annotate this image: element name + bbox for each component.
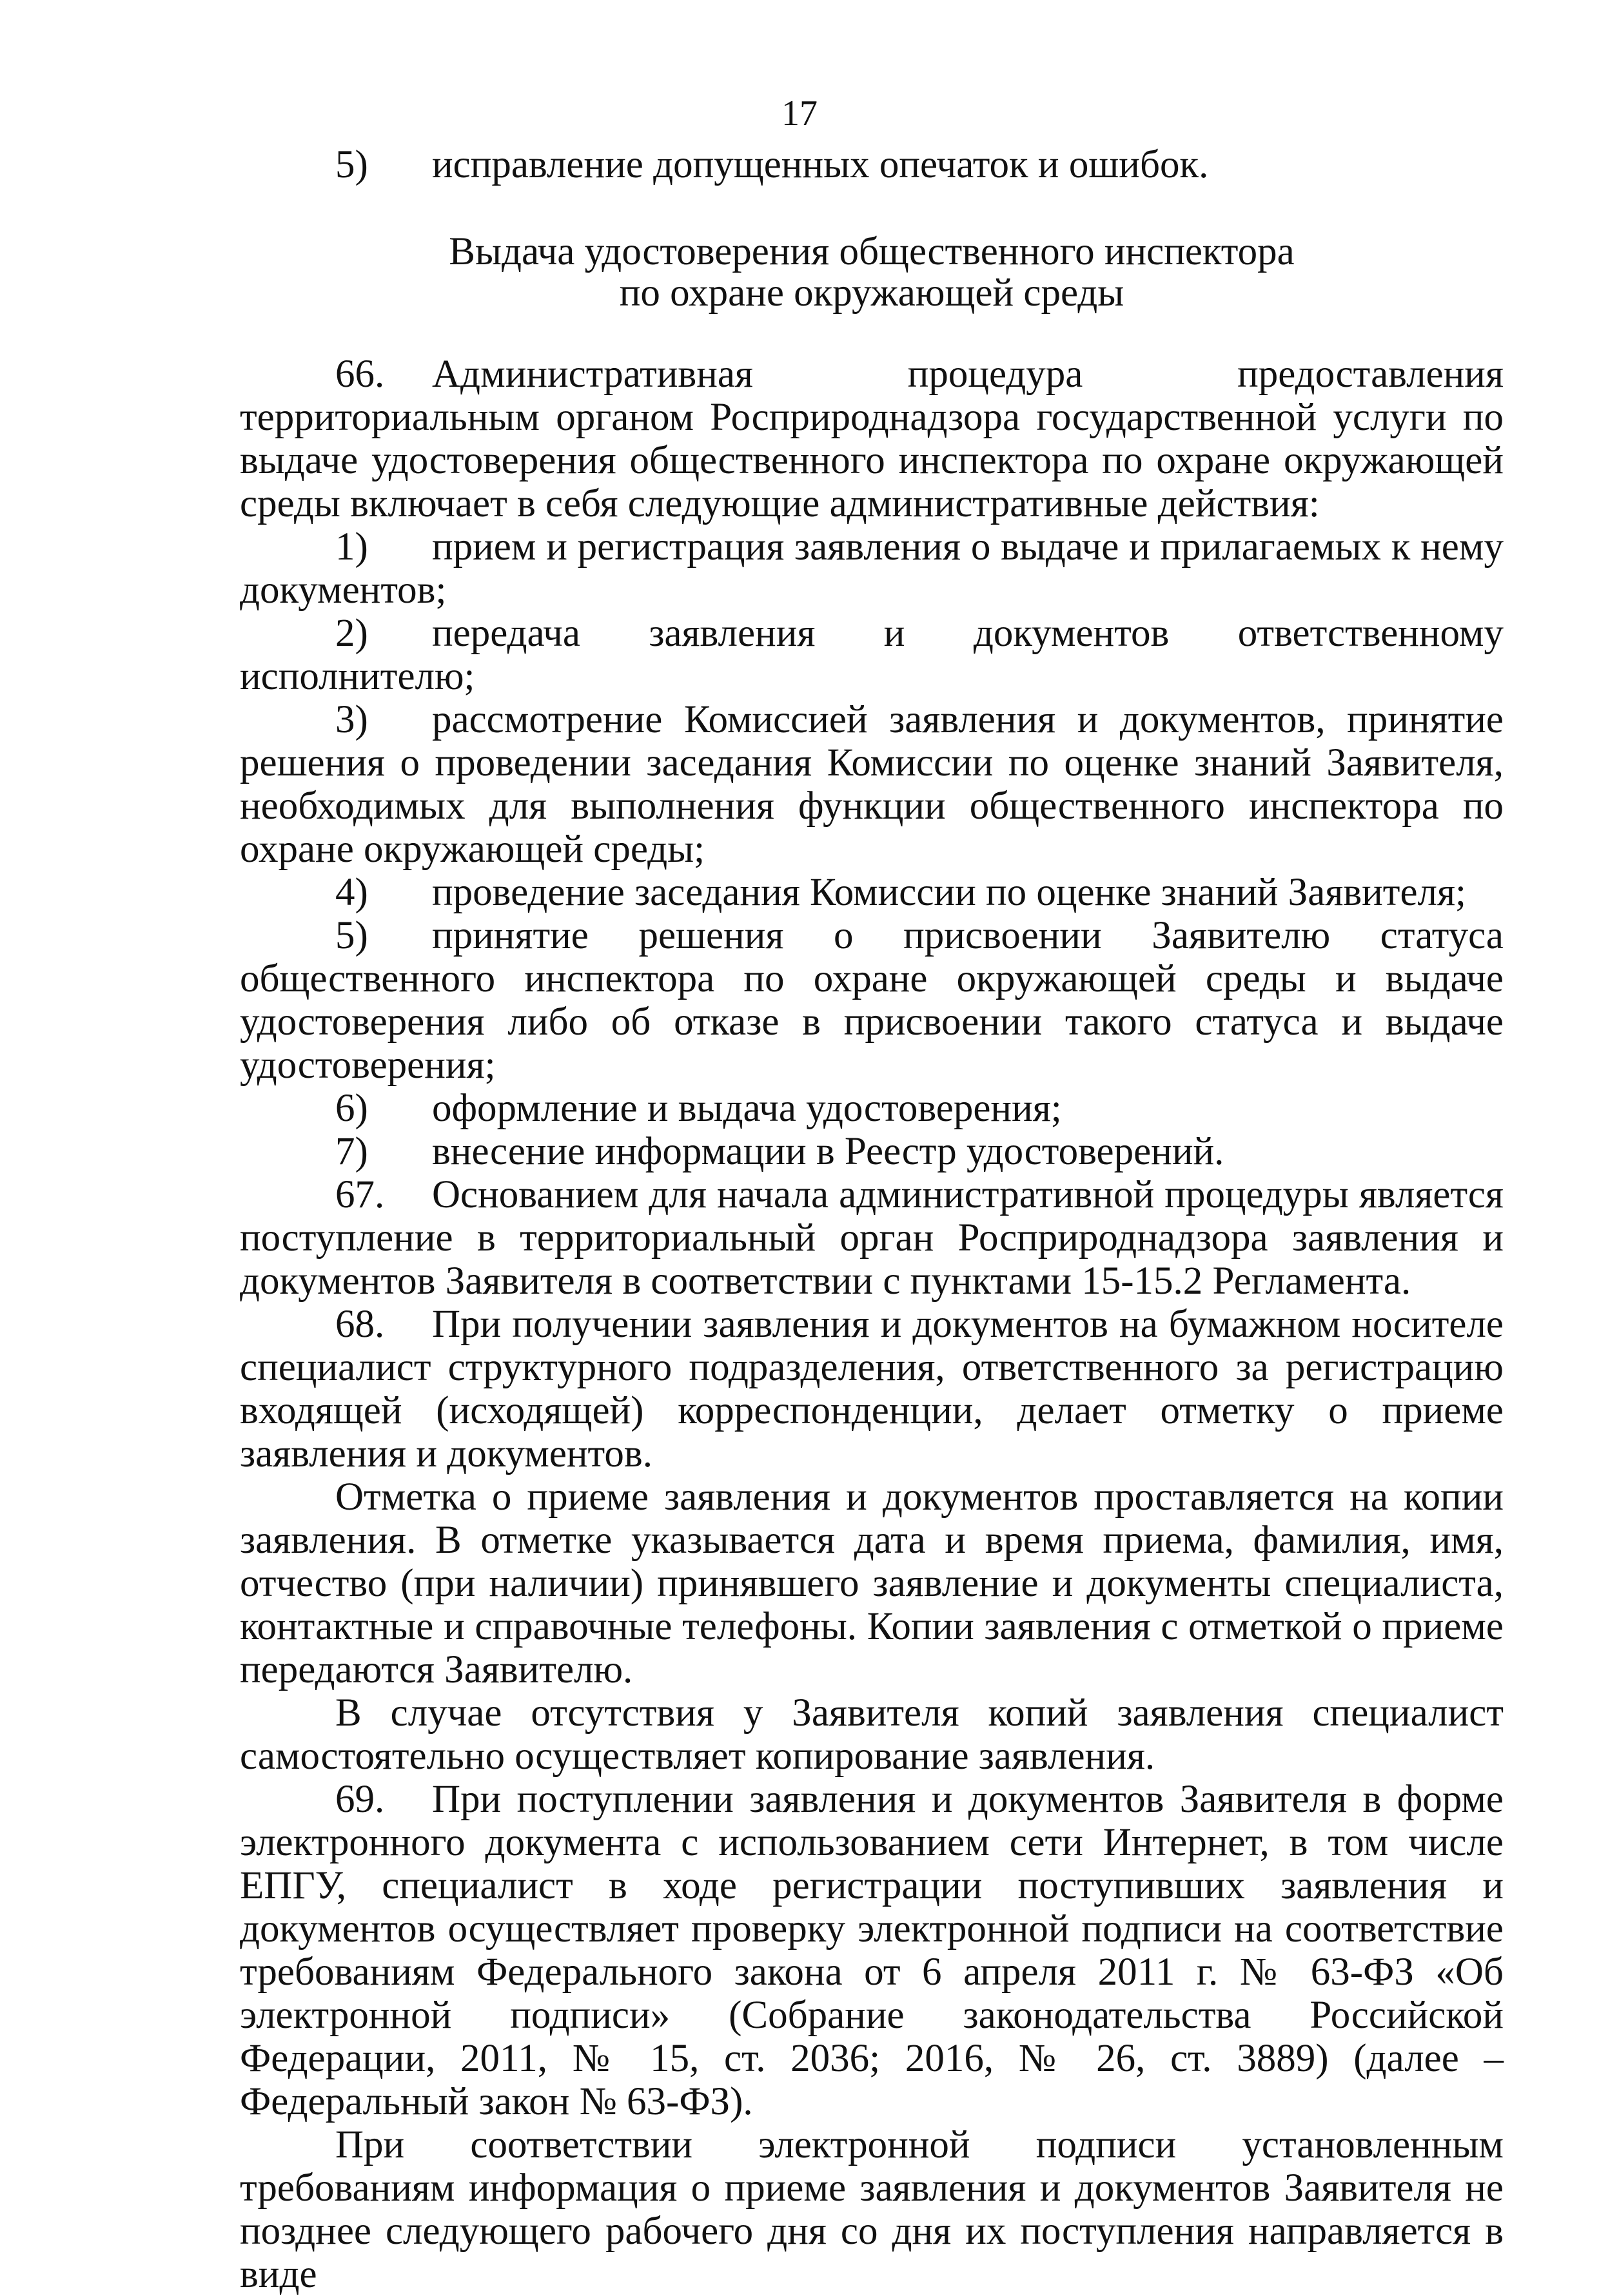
list-item-text: принятие решения о присвоении Заявителю статуса общественного инспектора по охране окружающей среды и выдаче удостоверения либо об отказе в присвоении такого статуса и выдаче удостоверения;	[240, 914, 1504, 1087]
list-item	[240, 698, 1504, 871]
list-item-text: рассмотрение Комиссией заявления и документов, принятие решения о проведении заседания Комиссии по оценке знаний Заявителя, необходимых для выполнения функции общественного инспектора по охране окружающей среды;	[240, 698, 1504, 871]
paragraph-text: Административная процедура предоставления территориальным органом Росприроднадзора государственной услуги по выдаче удостоверения общественного инспектора по охране окружающей среды включает в себя следующие административные действия:	[240, 353, 1504, 525]
list-item-number: 2)	[335, 612, 368, 655]
list-item-number: 3)	[335, 698, 368, 741]
paragraph-69-continued: При соответствии электронной подписи установленным требованиям информация о приеме заявления и документов Заявителя не позднее следующего рабочего дня со дня их поступления направляется в виде	[240, 2123, 1504, 2296]
section-title-line-2: по охране окружающей среды	[619, 271, 1124, 315]
page-number: 17	[781, 93, 818, 133]
list-item-text: оформление и выдача удостоверения;	[432, 1087, 1062, 1130]
list-item-top	[240, 143, 1504, 186]
paragraph-66	[240, 353, 1504, 525]
paragraph-text: При получении заявления и документов на бумажном носителе специалист структурного подразделения, ответственного за регистрацию входящей (исходящей) корреспонденции, делает отметку о приеме заявления и документов.	[240, 1303, 1504, 1475]
list-item-text: проведение заседания Комиссии по оценке знаний Заявителя;	[432, 871, 1466, 914]
paragraph-number: 69.	[335, 1778, 385, 1821]
paragraph-68-copy: В случае отсутствия у Заявителя копий заявления специалист самостоятельно осуществляет копирование заявления.	[240, 1691, 1504, 1778]
list-item-number: 1)	[335, 525, 368, 569]
list-item	[240, 914, 1504, 1087]
paragraph-68	[240, 1303, 1504, 1475]
paragraph-text: При поступлении заявления и документов Заявителя в форме электронного документа с использованием сети Интернет, в том числе ЕПГУ, специалист в ходе регистрации поступивших заявления и документов осуществляет проверку электронной подписи на соответствие требованиям Федерального закона от 6 апреля 2011 г. № 63-ФЗ «Об электронной подписи» (Собрание законодательства Российской Федерации, 2011, № 15, ст. 2036; 2016, № 26, ст. 3889) (далее – Федеральный закон № 63-ФЗ).	[240, 1778, 1504, 2123]
list-item-number: 6)	[335, 1087, 368, 1130]
document-body	[240, 143, 1504, 2296]
paragraph-number: 66.	[335, 353, 385, 396]
list-item-number: 5)	[335, 914, 368, 957]
section-title-line-1: Выдача удостоверения общественного инспектора	[449, 230, 1295, 273]
list-item	[240, 1087, 1504, 1130]
list-item-text: исправление допущенных опечаток и ошибок.	[432, 143, 1209, 186]
list-item-text: внесение информации в Реестр удостоверений.	[432, 1130, 1224, 1173]
list-item-text: передача заявления и документов ответственному исполнителю;	[240, 612, 1504, 698]
paragraph-text: Основанием для начала административной процедуры является поступление в территориальный орган Росприроднадзора заявления и документов Заявителя в соответствии с пунктами 15-15.2 Регламента.	[240, 1173, 1504, 1303]
list-item	[240, 525, 1504, 612]
section-title	[240, 231, 1504, 314]
paragraph-68-note: Отметка о приеме заявления и документов проставляется на копии заявления. В отметке указывается дата и время приема, фамилия, имя, отчество (при наличии) принявшего заявление и документы специалиста, контактные и справочные телефоны. Копии заявления с отметкой о приеме передаются Заявителю.	[240, 1475, 1504, 1691]
paragraph-number: 67.	[335, 1173, 385, 1216]
list-item-text: прием и регистрация заявления о выдаче и прилагаемых к нему документов;	[240, 525, 1504, 612]
list-item	[240, 871, 1504, 914]
list-item-number: 5)	[335, 143, 368, 186]
paragraph-69	[240, 1778, 1504, 2123]
list-item	[240, 612, 1504, 698]
paragraph-number: 68.	[335, 1303, 385, 1346]
list-item-number: 7)	[335, 1130, 368, 1173]
paragraph-67	[240, 1173, 1504, 1303]
list-item	[240, 1130, 1504, 1173]
list-item-number: 4)	[335, 871, 368, 914]
